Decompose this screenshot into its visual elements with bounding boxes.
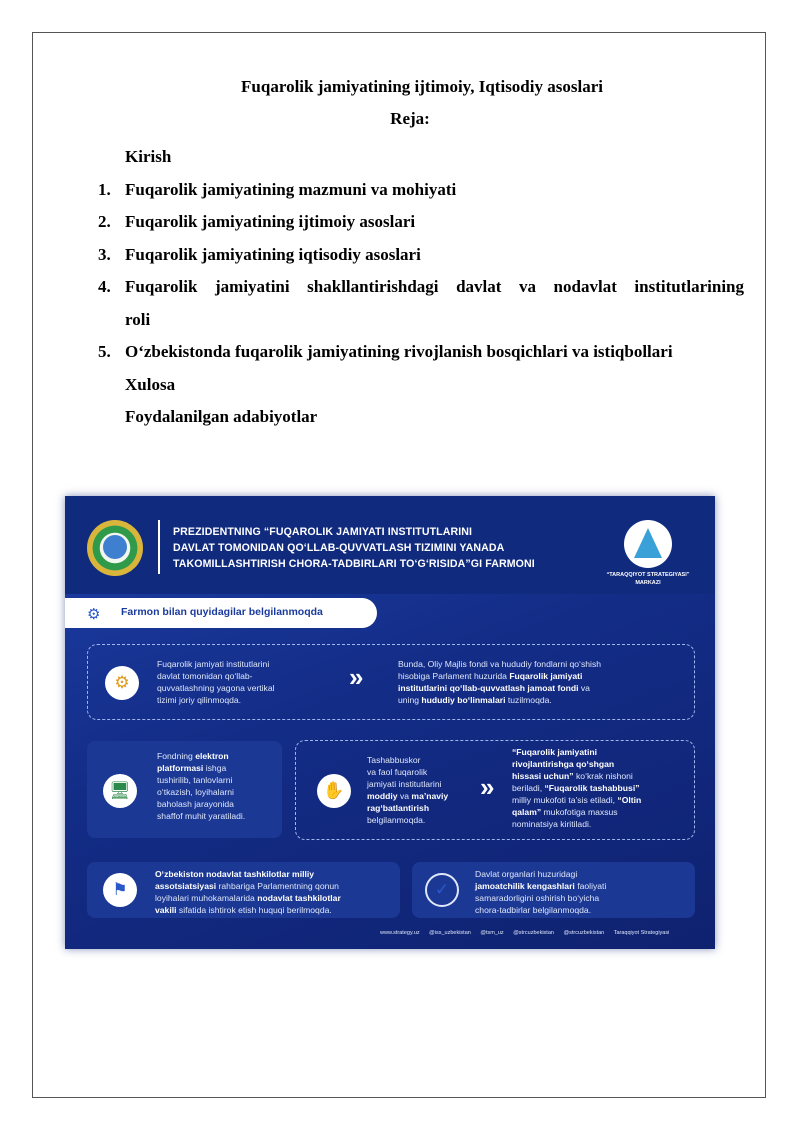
block5-text: Davlat organlari huzuridagi jamoatchilik kengashlari faoliyati samaradorligini oshirish bo‘yicha chora-tadbirlar belgilanmoqda. [475, 869, 607, 915]
social-links-footer: www.strategy.uz @iss_uzbekistan @tsm_uz @strcuzbekistan @strcuzbekistan Taraqqiyot Strategiyasi [380, 930, 670, 936]
checkmark-circle-icon: ✓ [425, 873, 459, 907]
section-label-pill: ⚙ Farmon bilan quyidagilar belgilanmoqda [65, 598, 377, 628]
block2-text: Fondning elektron platformasi ishga tushirilib, tanlovlarni o‘tkazish, loyihalarni baholash jarayonida shaffof muhit yaratiladi. [157, 751, 246, 821]
gears-icon: ⚙ [87, 606, 101, 623]
toc-intro: Kirish [125, 147, 172, 166]
toc-item: 2. Fuqarolik jamiyatining ijtimoiy asoslari [98, 212, 416, 231]
infographic-image [65, 496, 715, 949]
computer-icon: 🖥 [103, 774, 137, 808]
block3-left-text: Tashabbuskor va faol fuqarolik jamiyati institutlarini moddiy va ma’naviy rag‘batlantirish belgilanmoqda. [367, 755, 449, 825]
toc-item: 4. Fuqarolik jamiyatini shakllantirishdagi davlat va nodavlat institutlarining [98, 277, 744, 296]
table-of-contents [98, 141, 744, 434]
strategy-center-logo-icon [624, 520, 672, 568]
double-chevron-right-icon: » [349, 662, 364, 692]
plan-heading: Reja: [390, 109, 430, 128]
toc-item: 3. Fuqarolik jamiyatining iqtisodiy asoslari [98, 244, 421, 264]
block4-text: O‘zbekiston nodavlat tashkilotlar milliy assotsiatsiyasi rahbariga Parlamentning qonun loyihalari muhokamalarida nodavlat tashkilotlar vakili sifatida ishtirok etish huquqi berilmoqda. [155, 869, 341, 915]
hands-support-icon: ✋ [317, 774, 351, 808]
header-divider [158, 520, 160, 574]
logo-caption: “TARAQQIYOT STRATEGIYASI” MARKAZI [606, 572, 690, 586]
double-chevron-right-icon: » [480, 772, 495, 802]
toc-conclusion: Xulosa [125, 374, 176, 394]
block3-right-text: “Fuqarolik jamiyatini rivojlantirishga qo‘shgan hissasi uchun” ko‘krak nishoni beriladi, “Fuqarolik tashabbusi” milliy mukofoti ta’sis etiladi, “Oltin qalam” mukofotiga maxsus nominatsiya kiritiladi. [512, 747, 642, 829]
state-emblem-icon [87, 520, 143, 576]
association-badge-icon: ⚑ [103, 873, 137, 907]
block1-right-text: Bunda, Oliy Majlis fondi va hududiy fondlarni qo‘shish hisobiga Parlament huzurida Fuqarolik jamiyati institutlarini qo‘llab-quvvatlash jamoat fondi va uning hududiy bo‘linmalari tuzilmoqda. [398, 659, 602, 705]
block1-left-text: Fuqarolik jamiyati institutlarini davlat tomonidan qo‘llab- quvvatlashning yagona vertikal tizimi joriy qilinmoqda. [157, 659, 275, 705]
toc-item: 5. O‘zbekistonda fuqarolik jamiyatining rivojlanish bosqichlari va istiqbollari [98, 342, 673, 361]
document-title: Fuqarolik jamiyatining ijtimoiy, Iqtisodiy asoslari [241, 77, 603, 96]
toc-references: Foydalanilgan adabiyotlar [125, 407, 318, 426]
toc-item-continuation: roli [125, 309, 151, 329]
toc-item: 1. Fuqarolik jamiyatining mazmuni va mohiyati [98, 179, 457, 199]
infographic-title: PREZIDENTNING “FUQAROLIK JAMIYATI INSTITUTLARINI DAVLAT TOMONIDAN QO‘LLAB-QUVVATLASH TIZIMINI YANADA TAKOMILLASHTIRISH CHORA-TADBIRLARI TO‘G‘RISIDA”GI FARMONI [173, 526, 535, 570]
gear-icon: ⚙ [105, 666, 139, 700]
